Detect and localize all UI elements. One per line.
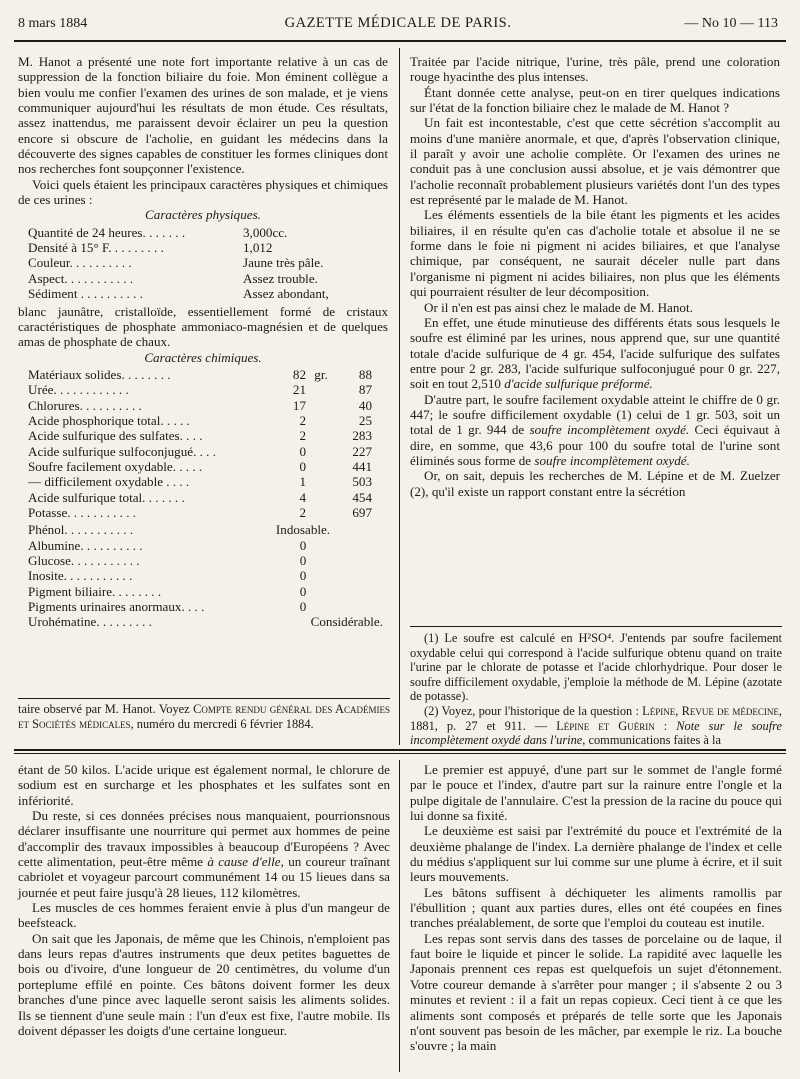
- row-centigrams: 25: [358, 412, 372, 428]
- footnote-text: , communications faites à la: [582, 733, 721, 748]
- row-label: Couleur. . . . . . . . . .: [28, 255, 132, 271]
- footnote-rule: [410, 626, 782, 627]
- running-header: [18, 16, 778, 36]
- table-row: [28, 490, 388, 505]
- table-row: [28, 599, 388, 614]
- row-unit: [306, 459, 336, 474]
- row-label: Aspect. . . . . . . . . . .: [28, 270, 134, 286]
- column-divider-top: [399, 48, 400, 745]
- paragraph: Voici quels étaient les principaux caractères physiques et chimiques de ces urines :: [18, 176, 388, 208]
- row-value: Jaune très pâle.: [243, 255, 324, 271]
- header-rule: [14, 40, 786, 42]
- row-label: Acide sulfurique total. . . . . . .: [28, 489, 185, 505]
- table-row: [28, 474, 388, 489]
- row-label: Phénol. . . . . . . . . . .: [28, 522, 134, 538]
- row-centigrams: 283: [352, 428, 372, 444]
- row-unit: [306, 428, 336, 443]
- row-label: Albumine. . . . . . . . . .: [28, 537, 143, 553]
- row-centigrams: 227: [352, 443, 372, 459]
- row-label: Acide phosphorique total. . . . .: [28, 412, 190, 428]
- row-grams: 2: [299, 412, 306, 428]
- row-value: 0: [299, 568, 307, 584]
- left-column-top: [18, 54, 388, 632]
- physical-table: [28, 225, 388, 302]
- emphasis: soufre incomplètement oxydé.: [534, 452, 690, 468]
- row-label: Sédiment . . . . . . . . . .: [28, 286, 143, 302]
- row-unit: [306, 444, 336, 459]
- row-label: Urée. . . . . . . . . . . .: [28, 382, 129, 398]
- table-row: [28, 367, 388, 382]
- footnote-1: (1) Le soufre est calculé en H²SO⁴. J'entends par soufre facilement oxydable celui qui correspond à l'acide sulfurique obtenu quand on traite l'urine par le chlorate de potasse et l'acide chlorhydrique. Pour doser le soufre difficilement oxydable, j'emploie la méthode de M. Lépine (azotate de potasse).: [410, 631, 782, 704]
- row-label: Densité à 15° F. . . . . . . . .: [28, 240, 164, 256]
- row-label: Soufre facilement oxydable. . . . .: [28, 458, 203, 474]
- row-grams: 4: [299, 489, 306, 505]
- paragraph: M. Hanot a présenté une note fort importante relative à un cas de suppression de la fonction biliaire du foie. Mon éminent collègue a bien voulu me confier l'examen des urines de son malade, et je viens communiquer aujourd'hui les résultats de mon étude. Ces résultats, assez inattendus, me paraissent devoir éclairer un peu la question encore si obscure de l'acholie, en guidant les médecins dans la découverte des signes capables de constituer les formes cliniques dont nos recherches font soupçonner l'existence.: [18, 54, 388, 177]
- table-row: [28, 505, 388, 520]
- row-unit: [306, 474, 336, 489]
- paragraph: blanc jaunâtre, cristalloïde, essentiellement formé de cristaux caractéristiques de phosphate ammoniaco-magnésien et de quelques amas de phosphate de chaux.: [18, 303, 388, 350]
- emphasis: d'acide sulfurique préformé.: [504, 376, 653, 392]
- row-unit: [306, 382, 336, 397]
- row-label: Matériaux solides. . . . . . . .: [28, 366, 171, 382]
- row-grams: 2: [299, 428, 306, 444]
- paragraph: Étant donnée cette analyse, peut-on en tirer quelques indications sur l'état de la fonction biliaire chez le malade de M. Hanot ?: [410, 84, 780, 116]
- issue-date: 8 mars 1884: [18, 16, 88, 31]
- table-row: [28, 428, 388, 443]
- table-row: [28, 553, 388, 568]
- table-row: [28, 444, 388, 459]
- right-column-top: [410, 54, 780, 499]
- row-value: 0: [299, 537, 307, 553]
- row-value: 0: [299, 583, 307, 599]
- row-label: Chlorures. . . . . . . . . .: [28, 397, 142, 413]
- paragraph-text: Ceci équivaut à dire, en somme, que 43,6 pour 100 du soufre total de l'urine sont éliminés sous forme de: [410, 422, 781, 468]
- row-centigrams: 87: [358, 382, 372, 398]
- paragraph: [410, 392, 780, 469]
- right-column-bottom: [410, 762, 782, 1054]
- table-row: [28, 413, 388, 428]
- row-unit: gr.: [314, 366, 328, 382]
- row-label: Acide sulfurique sulfoconjugué. . . .: [28, 443, 216, 459]
- section-heading: Caractères chimiques.: [144, 349, 262, 365]
- row-value: Indosable.: [275, 522, 331, 538]
- row-grams: 0: [299, 443, 306, 459]
- section-divider: [14, 749, 786, 751]
- footnote-text: :: [654, 718, 677, 733]
- emphasis: à cause d'elle: [207, 854, 281, 870]
- paragraph: Traitée par l'acide nitrique, l'urine, très pâle, prend une coloration rouge hyacinthe des plus intenses.: [410, 54, 780, 85]
- row-label: Pigments urinaires anormaux. . . .: [28, 599, 205, 615]
- table-row: [28, 568, 388, 583]
- footnote-2: [410, 704, 782, 748]
- row-grams: 17: [292, 397, 306, 413]
- row-centigrams: 88: [358, 366, 372, 382]
- row-centigrams: 441: [352, 458, 372, 474]
- issue-number: — No 10 — 113: [684, 16, 778, 31]
- paragraph: Les bâtons suffisent à déchiqueter les aliments ramollis par l'ébullition ; quant aux parties dures, elles ont été coupées en fines tranches préalablement, de sorte que l'emploi du couteau est inutile.: [410, 884, 782, 931]
- row-label: — difficilement oxydable . . . .: [28, 474, 190, 490]
- row-grams: 21: [292, 382, 306, 398]
- row-unit: [306, 398, 336, 413]
- table-row: [28, 538, 388, 553]
- row-unit: [306, 490, 336, 505]
- row-value: 3,000cc.: [243, 224, 288, 240]
- column-divider-bottom: [399, 760, 400, 1072]
- paragraph-text: D'autre part, le soufre facilement oxydable atteint le chiffre de 0 gr. 447; le soufre difficilement oxydable (1) celui de 1 gr. 503, soit un total de 1 gr. 944 de: [410, 391, 780, 438]
- table-row: [28, 240, 388, 255]
- row-unit: [306, 505, 336, 520]
- table-row: [28, 382, 388, 397]
- paragraph: Or il n'en est pas ainsi chez le malade de M. Hanot.: [424, 299, 693, 315]
- table-row: [28, 584, 388, 599]
- footnote-text: , numéro du mercredi 6 février 1884.: [130, 716, 314, 731]
- paragraph: Un fait est incontestable, c'est que cette sécrétion s'accomplit au moins d'une manière anormale, et que, d'après l'observation clinique, il paraît y avoir une acholie complète. Or l'examen des urines ne conduit pas à une conclusion aussi absolue, et je vais démontrer que l'acholie reconnaît probablement plusieurs variétés dont l'un des types est représenté par le malade de M. Hanot.: [410, 115, 780, 208]
- footnote-title: Note sur le soufre incomplètement oxydé dans l'urine: [410, 718, 782, 748]
- table-row: [28, 522, 388, 537]
- paragraph-text: , un coureur traînant cabriolet et voyageur parcourt communément 14 ou 15 lieues dans sa journée et peut faire jusqu'à 28 lieues, 112 kilomètres.: [18, 854, 390, 900]
- row-label: Potasse. . . . . . . . . . .: [28, 504, 137, 520]
- row-grams: 82: [292, 366, 306, 382]
- footnote-text: , 1881, p. 27 et 911. —: [410, 703, 782, 733]
- paragraph-text: En effet, une étude minutieuse des différents états sous lesquels le soufre est éliminé par les urines, nous apprend que, sur une quantité totale d'acide sulfurique de 4 gr. 454, l'acide sulfurique des sulfates entre pour 2 gr. 283, l'acide sulfurique sulfoconjugué pour 0 gr. 227, soit en tout 2,510: [410, 314, 780, 392]
- left-column-bottom: [18, 762, 390, 1038]
- paragraph: Le premier est appuyé, d'une part sur le sommet de l'angle formé par le pouce et l'index, d'autre part sur la rainure entre l'ongle et la pulpe digitale de l'annulaire. C'est la pression de la racine du pouce qui lui donne sa fixité.: [410, 762, 782, 824]
- row-label: Pigment biliaire. . . . . . . .: [28, 583, 162, 599]
- paragraph-text: Du reste, si ces données précises nous manquaient, pourrionsnous déclarer insuffisante une nourriture qui permet aux hommes de peine d'accomplir des travaux impossibles à beaucoup d'Européens ? Avec cette alimentation, peut-être même: [18, 808, 390, 870]
- footnote-reference: Lépine et Guérin: [556, 718, 655, 733]
- table-row: [28, 614, 388, 629]
- table-row: [28, 286, 388, 301]
- row-label: Acide sulfurique des sulfates. . . .: [28, 428, 203, 444]
- row-label: Urohématine. . . . . . . . .: [28, 614, 153, 630]
- row-centigrams: 454: [352, 489, 372, 505]
- chemical-table-qualitative: [28, 522, 388, 629]
- table-row: [28, 225, 388, 240]
- footnote-text: (2) Voyez, pour l'historique de la question :: [424, 703, 643, 718]
- row-grams: 0: [299, 458, 306, 474]
- row-value: 0: [299, 553, 307, 568]
- section-divider-thin: [14, 753, 786, 754]
- paragraph: [410, 315, 780, 392]
- row-centigrams: 697: [352, 504, 372, 520]
- row-value: 1,012: [243, 240, 273, 256]
- journal-title: GAZETTE MÉDICALE DE PARIS.: [284, 15, 512, 31]
- footnote-reference: Lépine, Revue de médecine: [642, 703, 779, 718]
- left-footnote-continuation: [18, 702, 390, 731]
- row-label: Quantité de 24 heures. . . . . . .: [28, 224, 186, 240]
- paragraph: Les éléments essentiels de la bile étant les pigments et les acides biliaires, il en résulte qu'en cas d'acholie totale et absolue il ne se forme dans le foie ni pigment ni acides biliaires, et que l'analyse chimique, par conséquent, ne saurait déceler nulle part dans l'organisme ni pigment ni acides biliaires, non plus que les éléments qui pourraient résulter de leur décomposition.: [410, 207, 780, 300]
- row-label: Inosite. . . . . . . . . . .: [28, 568, 133, 584]
- emphasis: soufre incomplètement oxydé.: [529, 422, 690, 438]
- paragraph: Or, on sait, depuis les recherches de M. Lépine et de M. Zuelzer (2), qu'il existe un rapport constant entre la sécrétion: [410, 468, 780, 499]
- paragraph: On sait que les Japonais, de même que les Chinois, n'emploient pas dans leurs repas d'autres instruments que deux petites baguettes de bois ou d'ivoire, d'une longueur de 20 centimètres, du volume d'un porteplume effilé en pointe. Ces bâtons doivent former les deux branches d'une pince avec laquelle seront saisis les aliments solides. Ils se tiennent d'une seule main : l'un d'eux est fixe, l'autre mobile. Ils doivent dépasser les doigts d'une certaine longueur.: [18, 930, 390, 1038]
- table-row: [28, 271, 388, 286]
- row-value: Assez trouble.: [243, 270, 318, 286]
- row-value: Considérable.: [310, 614, 383, 630]
- paragraph: Le deuxième est saisi par l'extrémité du pouce et l'extrémité de la deuxième phalange de l'index. La dernière phalange de l'index et celle du médius s'appliquent sur lui comme sur une plume à écrire, et il suit leurs mouvements.: [410, 823, 782, 885]
- paragraph: Les muscles de ces hommes feraient envie à plus d'un mangeur de beefsteack.: [18, 900, 390, 931]
- paragraph: Les repas sont servis dans des tasses de porcelaine ou de laque, il faut boire le liquide et pincer le solide. La rapidité avec laquelle les Japonais prennent ces repas est quelquefois un sujet d'étonnement. Votre coureur demande à s'arrêter pour manger ; il s'absente 2 ou 3 minutes et revient : il a fait un repas copieux. Ceci tient à ce que les aliments sont composés et préparés de telle sorte que les Japonais n'ont souvent pas besoin de les mâcher, par exemple le riz. La bouche s'ouvre ; la main: [410, 930, 782, 1054]
- footnote-reference: Compte rendu général des Académies et Sociétés médicales: [18, 702, 390, 731]
- table-row: [28, 459, 388, 474]
- row-centigrams: 40: [358, 397, 372, 413]
- row-grams: 2: [299, 504, 306, 520]
- paragraph: étant de 50 kilos. L'acide urique est également normal, le chlorure de sodium est en surcharge et les phosphates et les sulfates sont en infériorité.: [18, 762, 390, 808]
- section-heading: Caractères physiques.: [145, 207, 261, 223]
- chemical-table: [28, 367, 388, 520]
- row-unit: [306, 413, 336, 428]
- paragraph: [18, 808, 390, 900]
- row-label: Glucose. . . . . . . . . . .: [28, 553, 140, 568]
- right-footnotes: [410, 631, 782, 748]
- row-value: Assez abondant,: [243, 286, 329, 302]
- footnote-text: taire observé par M. Hanot. Voyez: [18, 702, 194, 716]
- row-value: 0: [299, 599, 307, 615]
- table-row: [28, 398, 388, 413]
- row-grams: 1: [299, 474, 306, 490]
- row-centigrams: 503: [352, 474, 372, 490]
- table-row: [28, 255, 388, 270]
- footnote-rule: [18, 698, 390, 699]
